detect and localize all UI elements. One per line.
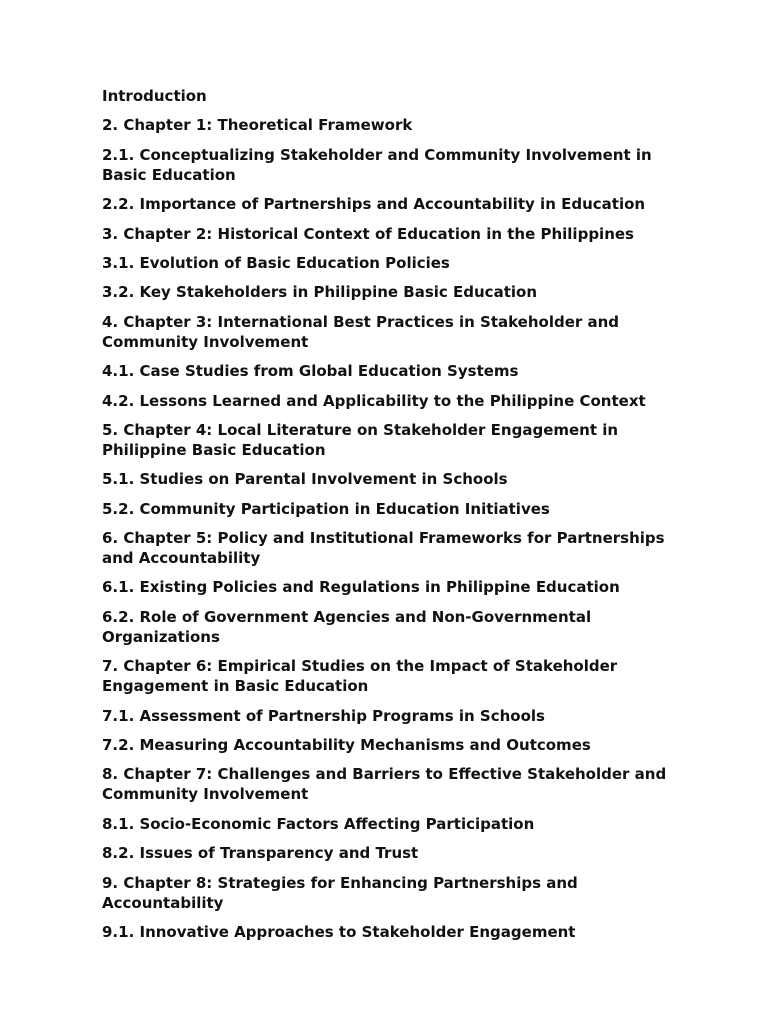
toc-item-chapter-1: 2. Chapter 1: Theoretical Framework [102,116,413,135]
toc-item-chapter-5: 6. Chapter 5: Policy and Institutional Frameworks for Partnerships and Accountability [102,529,665,568]
toc-item-chapter-6: 7. Chapter 6: Empirical Studies on the Impact of Stakeholder Engagement in Basic Education [102,657,618,696]
toc-item-4-2: 4.2. Lessons Learned and Applicability to the Philippine Context [102,391,646,410]
toc-item-9-1: 9.1. Innovative Approaches to Stakeholder Engagement [102,922,576,941]
toc-item-2-1: 2.1. Conceptualizing Stakeholder and Community Involvement in Basic Education [102,145,652,184]
toc-item-6-2: 6.2. Role of Government Agencies and Non-Governmental Organizations [102,607,592,646]
toc-item-chapter-8: 9. Chapter 8: Strategies for Enhancing Partnerships and Accountability [102,873,578,912]
toc-item-4-1: 4.1. Case Studies from Global Education Systems [102,362,519,381]
toc-item-7-2: 7.2. Measuring Accountability Mechanisms and Outcomes [102,736,591,755]
table-of-contents [102,86,682,951]
toc-item-chapter-3: 4. Chapter 3: International Best Practices in Stakeholder and Community Involvement [102,312,620,351]
toc-item-3-1: 3.1. Evolution of Basic Education Policies [102,253,450,272]
toc-item-8-1: 8.1. Socio-Economic Factors Affecting Participation [102,814,535,833]
toc-item-chapter-7: 8. Chapter 7: Challenges and Barriers to Effective Stakeholder and Community Involvement [102,765,667,804]
toc-item-2-2: 2.2. Importance of Partnerships and Accountability in Education [102,195,646,214]
toc-item-3-2: 3.2. Key Stakeholders in Philippine Basic Education [102,283,537,302]
toc-item-7-1: 7.1. Assessment of Partnership Programs in Schools [102,706,545,725]
toc-item-5-1: 5.1. Studies on Parental Involvement in Schools [102,470,508,489]
toc-item-introduction: Introduction [102,87,207,105]
toc-item-chapter-4: 5. Chapter 4: Local Literature on Stakeholder Engagement in Philippine Basic Education [102,420,619,459]
toc-item-5-2: 5.2. Community Participation in Education Initiatives [102,499,550,518]
toc-item-6-1: 6.1. Existing Policies and Regulations in Philippine Education [102,578,620,597]
toc-item-8-2: 8.2. Issues of Transparency and Trust [102,844,419,863]
toc-item-chapter-2: 3. Chapter 2: Historical Context of Education in the Philippines [102,224,634,243]
